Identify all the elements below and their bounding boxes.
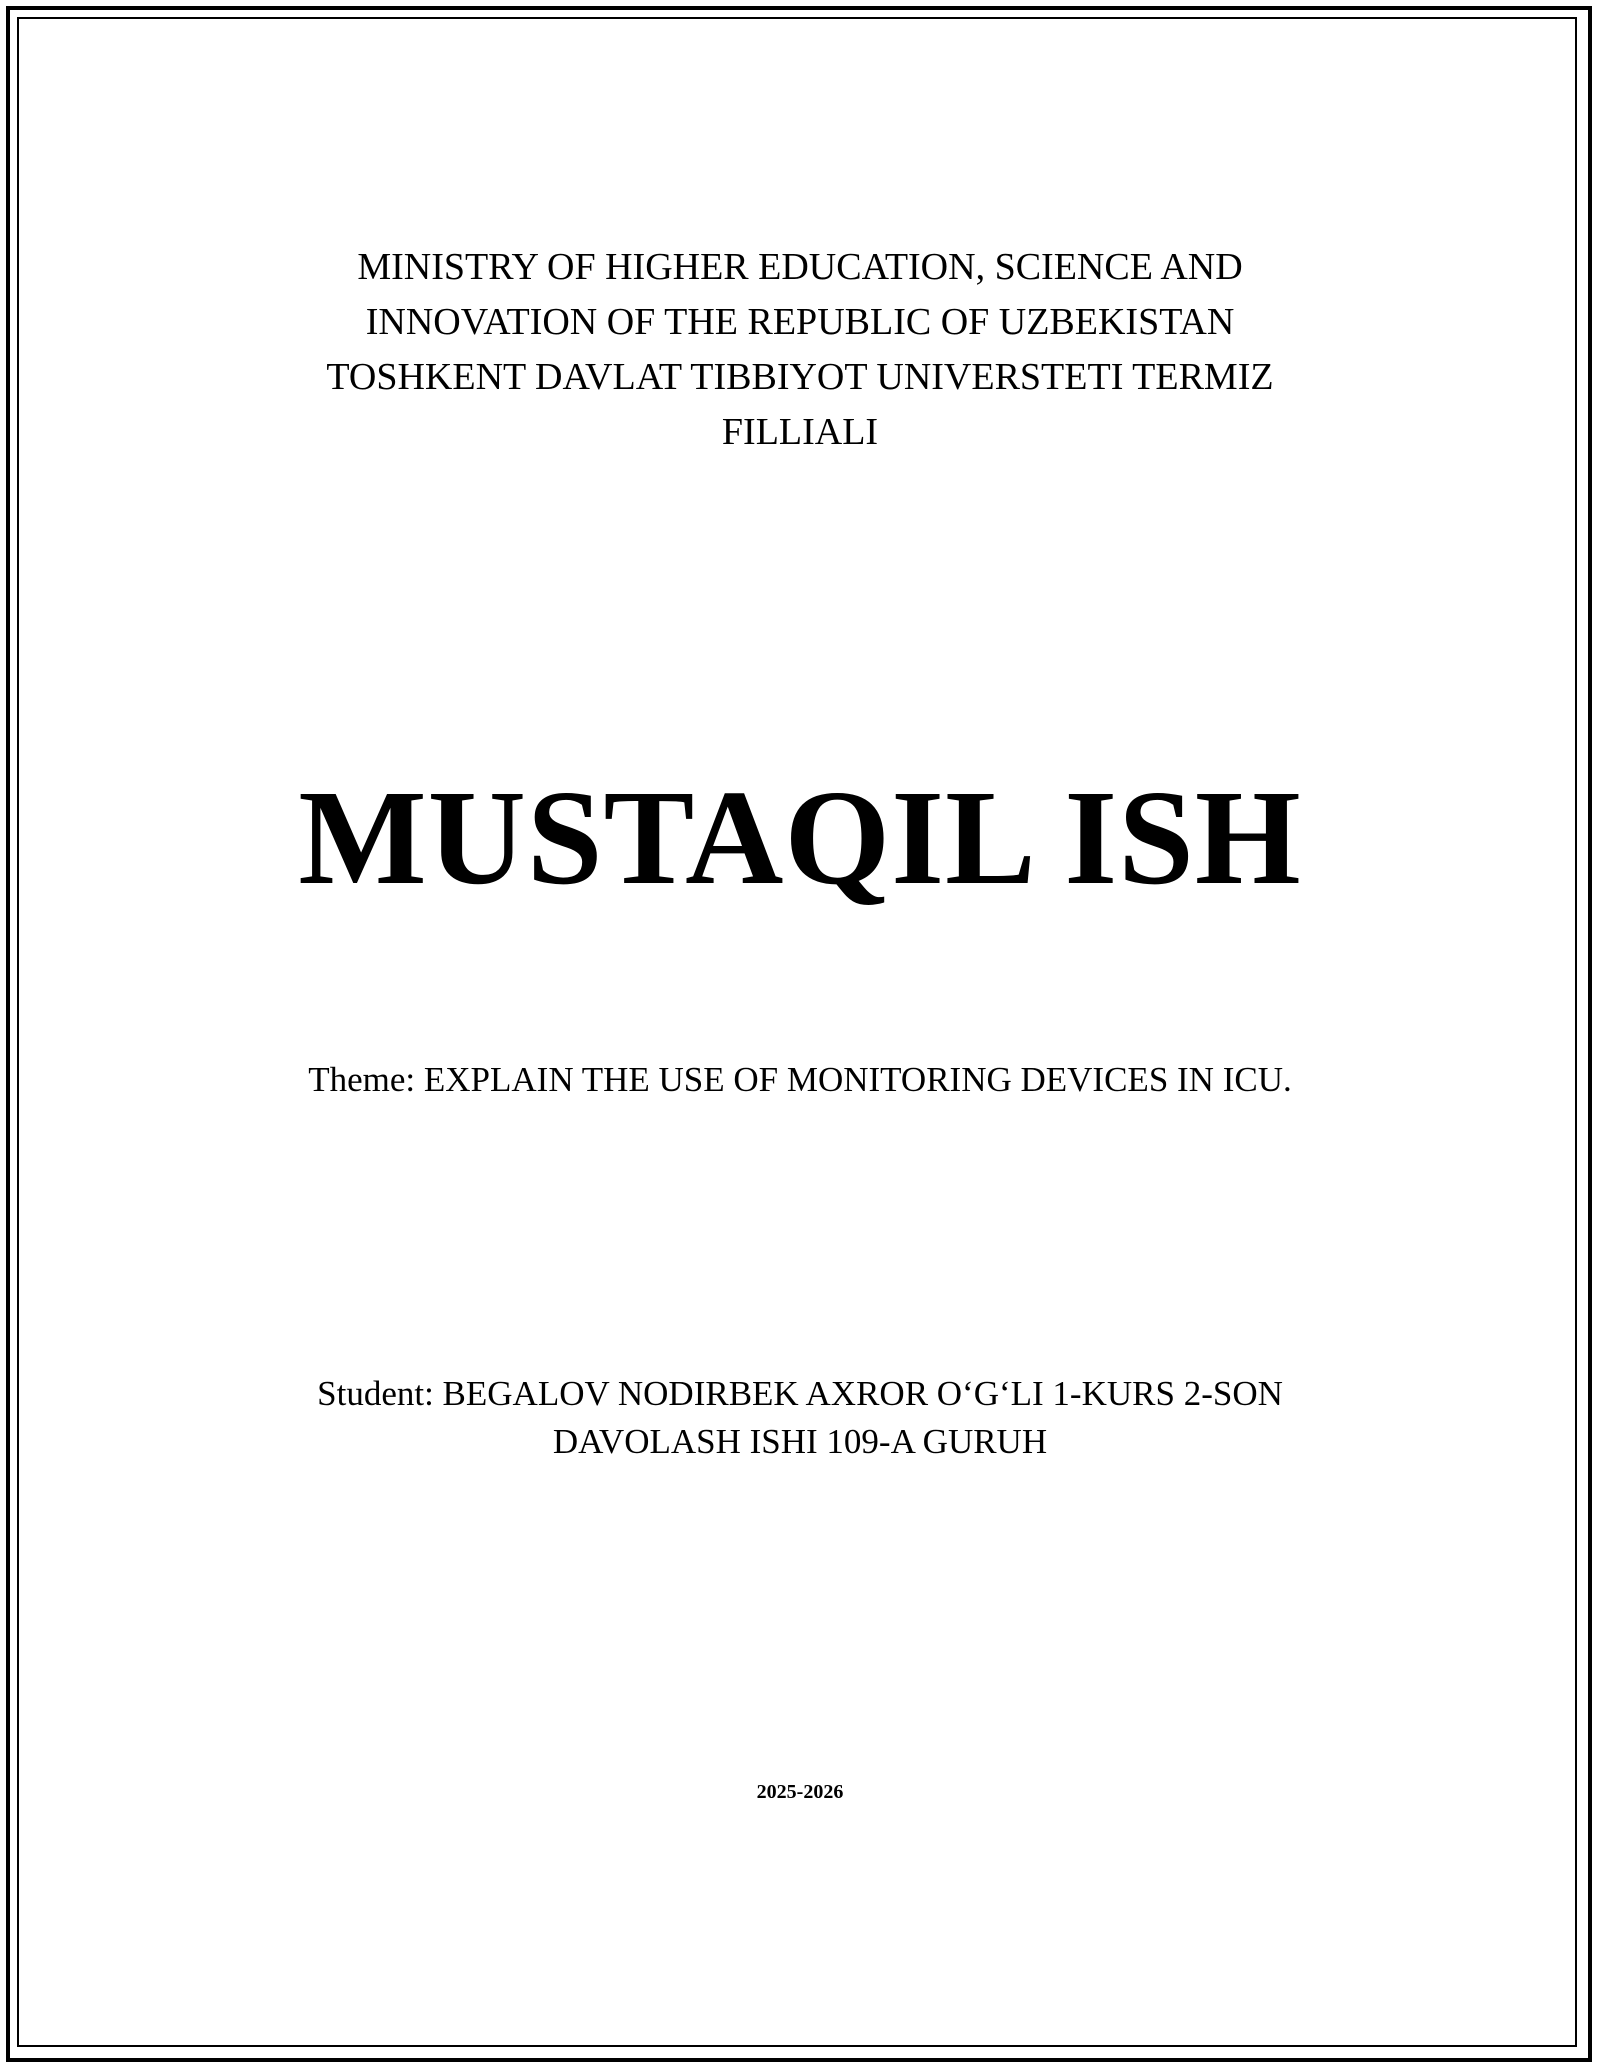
document-title: MUSTAQIL ISH: [298, 763, 1302, 913]
student-line-1: Student: BEGALOV NODIRBEK AXROR O‘G‘LI 1-KURS 2-SON: [317, 1374, 1283, 1413]
header-line-4: FILLIALI: [721, 411, 879, 453]
header-line-3: TOSHKENT DAVLAT TIBBIYOT UNIVERSTETI TERMIZ: [326, 356, 1274, 398]
academic-year: 2025-2026: [756, 1781, 844, 1803]
institution-header: [200, 240, 1400, 460]
student-info: [200, 1370, 1400, 1466]
header-line-2: INNOVATION OF THE REPUBLIC OF UZBEKISTAN: [365, 301, 1235, 343]
theme-line: Theme: EXPLAIN THE USE OF MONITORING DEVICES IN ICU.: [308, 1060, 1292, 1099]
header-line-1: MINISTRY OF HIGHER EDUCATION, SCIENCE AND: [357, 246, 1243, 288]
student-line-2: DAVOLASH ISHI 109-A GURUH: [552, 1422, 1048, 1461]
